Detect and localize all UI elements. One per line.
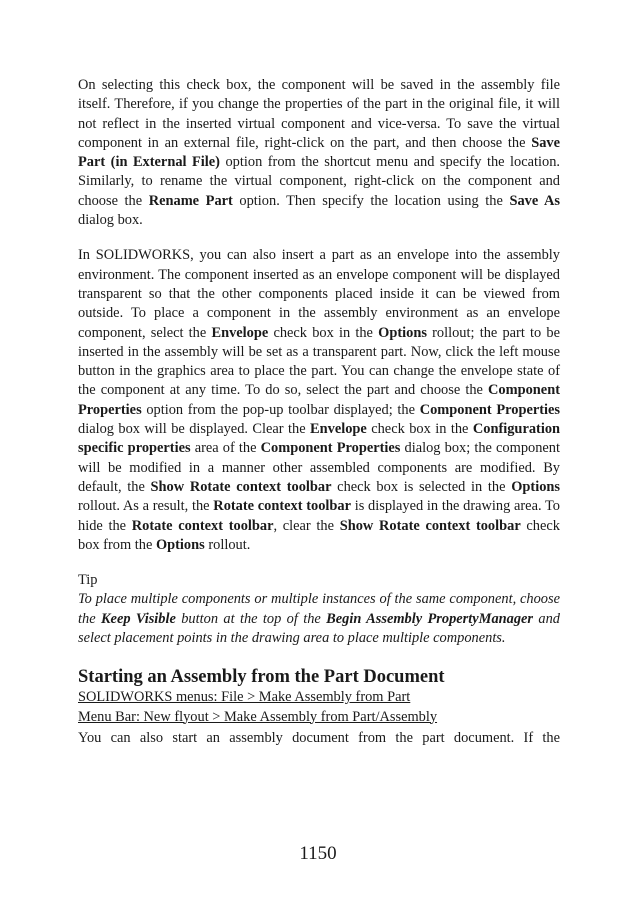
text-run: dialog box. xyxy=(78,212,143,229)
bold-term: Envelope xyxy=(310,421,367,438)
bold-term-begin-assembly: Begin Assembly PropertyManager xyxy=(326,610,534,627)
tip-text xyxy=(78,590,560,648)
bold-term: Rotate context toolbar xyxy=(131,517,274,534)
menu-path-solidworks-menus: SOLIDWORKS menus: File > Make Assembly from Part xyxy=(78,689,411,706)
text-run: check box from the xyxy=(78,517,560,553)
text-run: , clear the xyxy=(273,517,340,534)
text-run: To place multiple components or multiple instances of the same component, choose the xyxy=(78,591,560,627)
page-body xyxy=(78,76,560,748)
text-run: check box in the xyxy=(366,421,473,438)
bold-term: Show Rotate context toolbar xyxy=(339,517,521,534)
bold-term-save-as: Save As xyxy=(509,192,560,209)
bold-term: Options xyxy=(378,324,427,341)
text-run: option. Then specify the location using the xyxy=(232,192,510,209)
text-run: In SOLIDWORKS, you can also insert a part as an envelope into the assembly environment. The component inserted as an envelope component will be displayed transparent so that the other components placed inside it can be viewed from outside. To place a component in the assembly environment as an envelope component, select the xyxy=(78,247,560,341)
text-run: check box is selected in the xyxy=(331,478,512,495)
bold-term: Show Rotate context toolbar xyxy=(150,478,332,495)
text-run: rollout. As a result, the xyxy=(78,498,214,515)
text-run: rollout. xyxy=(204,536,251,553)
text-run: option from the shortcut menu and specify the location. Similarly, to rename the virtual component, right-click on the component and choose the xyxy=(78,154,560,209)
tip-label: Tip xyxy=(78,572,98,589)
menu-path-menu-bar: Menu Bar: New flyout > Make Assembly from Part/Assembly xyxy=(78,708,438,725)
bold-term: Rotate context toolbar xyxy=(213,498,352,515)
text-run: option from the pop-up toolbar displayed; the xyxy=(141,401,420,418)
bold-term: Component Properties xyxy=(78,382,560,418)
paragraph-virtual-component xyxy=(78,76,560,230)
paragraph-envelope xyxy=(78,246,560,555)
text-run: area of the xyxy=(190,440,261,457)
text-run: dialog box; the component will be modified in a manner other assembled components are modified. By default, the xyxy=(78,440,560,495)
bold-term-rename-part: Rename Part xyxy=(148,192,233,209)
text-run: On selecting this check box, the component will be saved in the assembly file itself. Therefore, if you change the properties of the part in the original file, it will not reflect in the inserted virtual component and vice-versa. To save the virtual component in an external file, right-click on the part, and then choose the xyxy=(78,77,560,151)
paragraph-start-assembly: You can also start an assembly document from the part document. If the xyxy=(78,729,560,746)
text-run: rollout; the part to be inserted in the assembly will be set as a transparent part. Now, click the left mouse button in the graphics area to place the part. You can change the envelope state of the component at any time. To do so, select the part and choose the xyxy=(78,324,561,399)
bold-term-save-part: Save Part (in External File) xyxy=(78,134,560,171)
bold-term: Configuration specific properties xyxy=(78,421,561,457)
text-run: and select placement points in the drawing area to place multiple components. xyxy=(78,610,560,647)
bold-term: Options xyxy=(155,536,205,553)
text-run: is displayed in the drawing area. To hide the xyxy=(78,498,560,534)
page-number: 1150 xyxy=(299,843,337,864)
bold-term-keep-visible: Keep Visible xyxy=(100,610,176,627)
bold-term: Options xyxy=(511,478,560,495)
bold-term: Component Properties xyxy=(419,401,560,418)
text-run: check box in the xyxy=(268,324,379,341)
bold-term: Component Properties xyxy=(260,440,401,457)
bold-term: Envelope xyxy=(211,324,269,341)
text-run: button at the top of the xyxy=(175,610,327,627)
text-run: dialog box will be displayed. Clear the xyxy=(78,421,311,438)
section-heading: Starting an Assembly from the Part Document xyxy=(78,667,445,688)
